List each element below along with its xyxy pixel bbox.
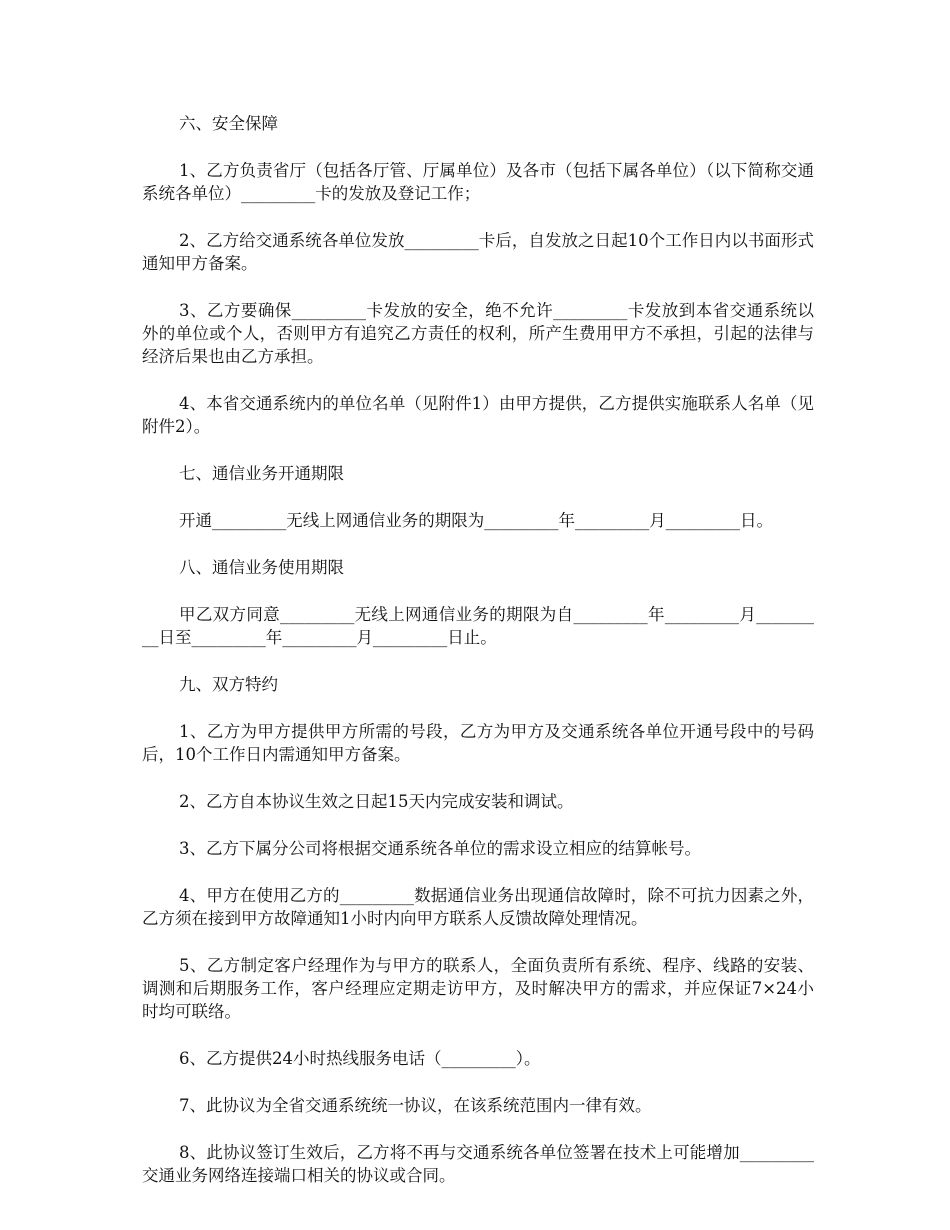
paragraph: 7、此协议为全省交通系统统一协议，在该系统范围内一律有效。 bbox=[179, 1096, 652, 1115]
section-heading: 九、双方特约 bbox=[179, 675, 278, 694]
document-body bbox=[142, 112, 814, 1211]
paragraph: 2、乙方给交通系统各单位发放_________卡后，自发放之日起10个工作日内以书面形式通知甲方备案。 bbox=[142, 231, 814, 273]
paragraph: 4、甲方在使用乙方的_________数据通信业务出现通信故障时，除不可抗力因素之外，乙方须在接到甲方故障通知1小时内向甲方联系人反馈故障处理情况。 bbox=[142, 886, 814, 928]
paragraph: 1、乙方为甲方提供甲方所需的号段，乙方为甲方及交通系统各单位开通号段中的号码后，10个工作日内需通知甲方备案。 bbox=[142, 722, 814, 764]
section-heading: 八、通信业务使用期限 bbox=[179, 558, 344, 577]
paragraph: 3、乙方要确保_________卡发放的安全，绝不允许_________卡发放到本省交通系统以外的单位或个人，否则甲方有追究乙方责任的权利，所产生费用甲方不承担，引起的法律与经济后果也由乙方承担。 bbox=[142, 301, 814, 366]
paragraph: 开通_________无线上网通信业务的期限为_________年_________月_________日。 bbox=[179, 511, 773, 530]
paragraph: 4、本省交通系统内的单位名单（见附件1）由甲方提供，乙方提供实施联系人名单（见附件2）。 bbox=[142, 394, 814, 436]
paragraph: 2、乙方自本协议生效之日起15天内完成安装和调试。 bbox=[179, 792, 574, 811]
paragraph: 甲乙双方同意_________无线上网通信业务的期限为自_________年_________月_________日至_________年_________月_________日止。 bbox=[142, 605, 814, 647]
paragraph: 5、乙方制定客户经理作为与甲方的联系人，全面负责所有系统、程序、线路的安装、调测和后期服务工作，客户经理应定期走访甲方，及时解决甲方的需求，并应保证7×24小时均可联络。 bbox=[142, 956, 814, 1021]
section-heading: 六、安全保障 bbox=[179, 114, 278, 133]
paragraph: 8、此协议签订生效后，乙方将不再与交通系统各单位签署在技术上可能增加_________交通业务网络连接端口相关的协议或合同。 bbox=[142, 1143, 814, 1185]
paragraph: 6、乙方提供24小时热线服务电话（_________）。 bbox=[179, 1049, 541, 1068]
section-security bbox=[142, 112, 814, 438]
section-heading: 七、通信业务开通期限 bbox=[179, 464, 344, 483]
section-usage-period bbox=[142, 556, 814, 649]
paragraph: 1、乙方负责省厅（包括各厅管、厅属单位）及各市（包括下属各单位）（以下简称交通系统各单位）_________卡的发放及登记工作； bbox=[142, 161, 814, 203]
section-activation-period bbox=[142, 462, 814, 532]
paragraph: 3、乙方下属分公司将根据交通系统各单位的需求设立相应的结算帐号。 bbox=[179, 839, 701, 858]
section-special-terms bbox=[142, 673, 814, 1187]
